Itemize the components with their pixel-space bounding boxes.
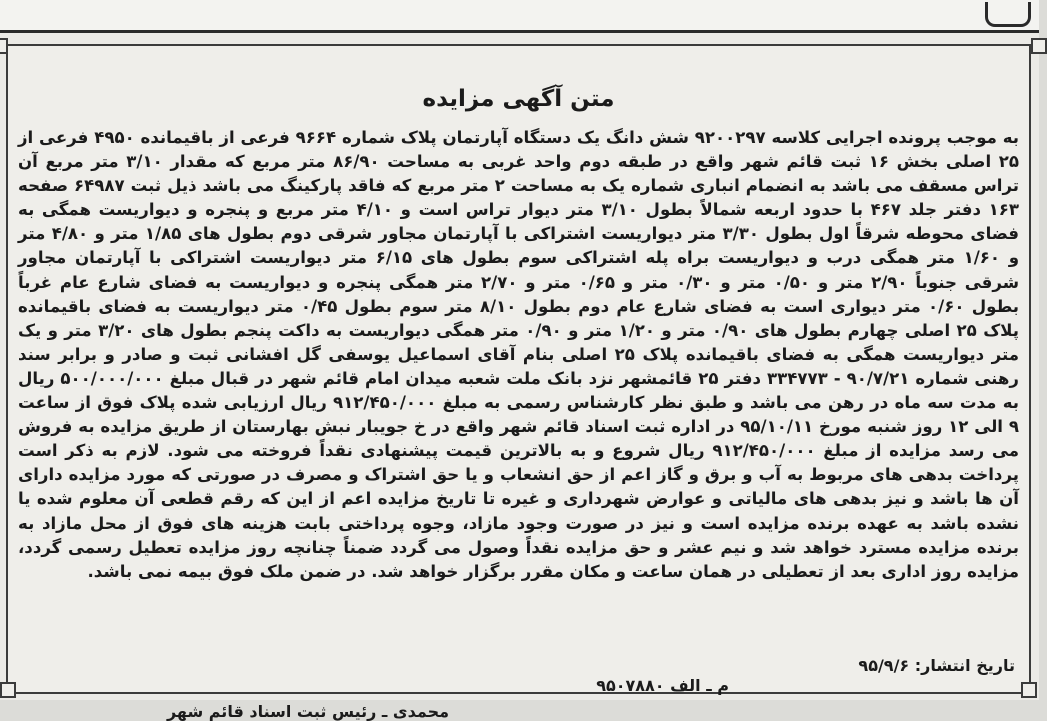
notice-body-paragraph: به موجب پرونده اجرایی کلاسه ۹۲۰۰۲۹۷ شش دانگ یک دستگاه آپارتمان پلاک شماره ۹۶۶۴ فرعی از باقیمانده ۴۹۵۰ فرعی از ۲۵ اصلی بخش ۱۶ ثبت قائم شهر واقع در طبقه دوم واحد غربی به مساحت ۸۶/۹۰ متر مربع که مقدار ۳/۱۰ متر مربع آن تراس مسقف می باشد به انضمام انباری شماره یک به مساحت ۲ متر مربع که فاقد پارکینگ می باشد ذیل ثبت ۶۴۹۸۷ صفحه ۱۶۳ دفتر جلد ۴۶۷ با حدود اربعه شمالاً بطول ۳/۱۰ متر دیوار تراس است و ۴/۱۰ متر مربع و پنجره و دیواریست همگی به فضای محوطه شرقاً اول بطول ۳/۳۰ متر دیواریست اشتراکی با آپارتمان مجاور شرقی دوم بطول های ۱/۸۵ متر و ۴/۸۰ متر و ۱/۶۰ متر همگی درب و دیواریست براه پله اشتراکی سوم بطول های ۶/۱۵ متر دیواریست اشتراکی با آپارتمان مجاور شرقی جنوباً ۲/۹۰ متر و ۰/۵۰ متر و ۰/۳۰ متر و ۰/۶۵ متر و ۲/۷۰ متر همگی پنجره و دیواریست به فضای شارع عام غرباً بطول ۰/۶۰ متر دیواری است به فضای شارع عام دوم بطول ۸/۱۰ متر سوم بطول ۰/۴۵ متر دیواریست به فضای باقیمانده پلاک ۲۵ اصلی چهارم بطول های ۰/۹۰ متر و ۱/۲۰ متر و ۰/۹۰ متر همگی دیواریست به داکت پنجم بطول های ۳/۲۰ متر و یک متر دیواریست همگی به فضای باقیمانده پلاک ۲۵ اصلی بنام آقای اسماعیل یوسفی گل افشانی ثبت و صادر و برابر سند رهنی شماره ۹۰/۷/۲۱ - ۳۳۴۷۷۳ دفتر ۲۵ قائمشهر نزد بانک ملت شعبه میدان امام قائم شهر در قبال مبلغ ۵۰۰/۰۰۰/۰۰۰ ریال به مدت سه ماه در رهن می باشد و طبق نظر کارشناس رسمی به مبلغ ۹۱۲/۴۵۰/۰۰۰ ریال ارزیابی شده پلاک فوق از ساعت ۹ الی ۱۲ روز شنبه مورخ ۹۵/۱۰/۱۱ در اداره ثبت اسناد قائم شهر واقع در خ جویبار نبش بهارستان از طریق مزایده به فروش می رسد مزایده از مبلغ ۹۱۲/۴۵۰/۰۰۰ ریال شروع و به بالاترین قیمت پیشنهادی نقداً فروخته می شود. لازم به ذکر است پرداخت بدهی های مربوط به آب و برق و گاز اعم از حق انشعاب و یا حق اشتراک و مصرف در صورتی که مورد مزایده دارای آن ها باشد و نیز بدهی های مالیاتی و عوارض شهرداری و غیره تا تاریخ مزایده اعم از این که رقم قطعی آن معلوم شده یا نشده باشد به عهده برنده مزایده است و نیز در صورت وجود مازاد، وجوه پرداختی بابت هزینه های فوق از محل مازاد به برنده مزایده مسترد خواهد شد و نیم عشر و حق مزایده نقداً وصول می گردد ضمناً چنانچه روز مزایده تعطیل رسمی گردد، مزایده روز اداری بعد از تعطیلی در همان ساعت و مکان مقرر برگزار خواهد شد. در ضمن ملک فوق بیمه نمی باشد. — [18, 128, 1020, 581]
notice-code: م ـ الف ۹۵۰۷۸۸۰ — [596, 676, 729, 695]
publish-date: تاریخ انتشار: ۹۵/۹/۶ — [858, 656, 1015, 675]
frame-corner-bottom-right — [1021, 682, 1037, 698]
frame-corner-bottom-left — [0, 682, 16, 698]
notice-frame — [6, 44, 1031, 721]
frame-corner-top-right — [1031, 38, 1047, 54]
notice-body — [18, 126, 1019, 584]
notice-title: متن آگهی مزایده — [422, 86, 615, 112]
top-border-cap — [985, 2, 1031, 27]
signature-line: محمدی ـ رئیس ثبت اسناد قائم شهر — [166, 702, 449, 721]
top-border-strip — [0, 0, 1039, 33]
